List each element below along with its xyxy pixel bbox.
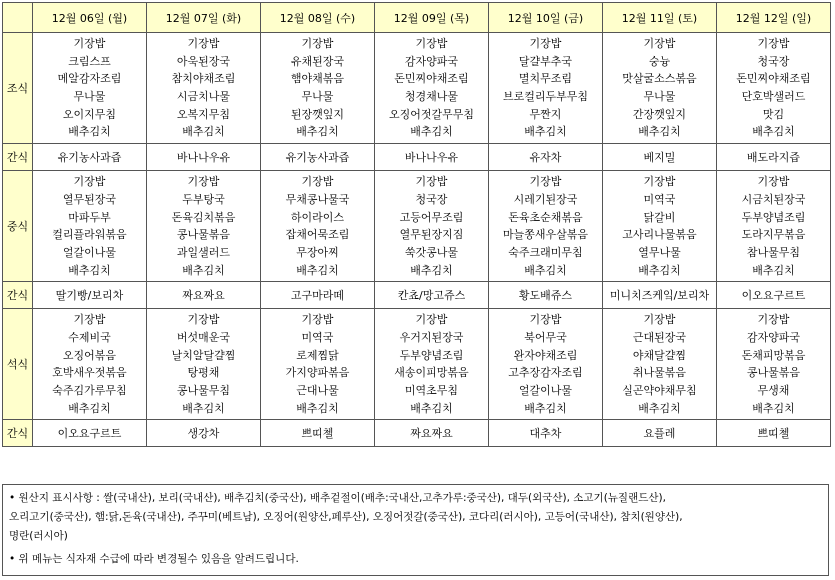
menu-item: 참치야채조림 <box>171 72 236 86</box>
menu-item: 단호박샐러드 <box>741 90 806 104</box>
menu-item: 기장밥 <box>415 175 448 189</box>
menu-item: 맛살굴소스볶음 <box>622 72 697 86</box>
row-label: 간식 <box>3 420 33 447</box>
menu-item: 기장밥 <box>187 313 220 327</box>
menu-item: 미역국 <box>301 330 334 344</box>
snack-cell: 베지밀 <box>603 144 717 171</box>
menu-item: 무생채 <box>757 384 790 397</box>
menu-item: 실곤약야채무침 <box>622 384 697 397</box>
menu-item: 완자야채조림 <box>513 348 578 362</box>
menu-item: 돈민찌야채조림 <box>736 72 811 86</box>
menu-item: 배추김치 <box>638 263 681 277</box>
menu-item: 기장밥 <box>643 175 676 189</box>
menu-item: 기장밥 <box>301 175 334 189</box>
snack-row <box>3 420 831 447</box>
meal-cell <box>375 171 489 282</box>
row-label: 석식 <box>3 309 33 420</box>
weekly-menu-table <box>2 2 831 447</box>
row-label: 간식 <box>3 282 33 309</box>
snack-cell: 대추차 <box>489 420 603 447</box>
menu-item: 기장밥 <box>643 37 676 50</box>
menu-item: 오징어볶음 <box>62 348 117 362</box>
menu-item: 기장밥 <box>415 37 448 50</box>
menu-item: 배추김치 <box>182 401 225 415</box>
menu-item: 청국장 <box>415 192 448 206</box>
menu-item: 기장밥 <box>301 313 334 327</box>
menu-item: 도라지무볶음 <box>741 228 806 242</box>
menu-item: 수제비국 <box>68 330 111 344</box>
menu-item: 아욱된장국 <box>176 54 231 68</box>
date-header: 12월 07일 (화) <box>147 3 261 33</box>
menu-item: 기장밥 <box>187 37 220 50</box>
menu-item: 기장밥 <box>73 313 106 327</box>
menu-item: 무나물 <box>73 90 106 104</box>
menu-item: 배추김치 <box>524 125 567 139</box>
meal-cell <box>489 171 603 282</box>
menu-item: 얼갈이나물 <box>518 384 573 397</box>
meal-cell <box>147 33 261 144</box>
menu-item: 기장밥 <box>187 175 220 189</box>
menu-item: 하이라이스 <box>290 210 345 224</box>
menu-item: 청경채나물 <box>404 90 459 104</box>
menu-item: 두부양념조림 <box>399 348 464 362</box>
menu-item: 배추김치 <box>524 263 567 277</box>
menu-item: 돈육초순채볶음 <box>508 210 583 224</box>
menu-item: 마파두부 <box>68 210 111 224</box>
snack-cell: 고구마라떼 <box>261 282 375 309</box>
menu-item: 기장밥 <box>529 37 562 50</box>
menu-item: 배추김치 <box>182 263 225 277</box>
menu-item: 청국장 <box>757 54 790 68</box>
menu-item: 기장밥 <box>301 37 334 50</box>
menu-item: 배추김치 <box>68 401 111 415</box>
date-header: 12월 09일 (목) <box>375 3 489 33</box>
menu-item: 기장밥 <box>529 175 562 189</box>
menu-item: 과일샐러드 <box>176 245 231 259</box>
menu-item: 기장밥 <box>73 37 106 50</box>
menu-item: 배추김치 <box>182 125 225 139</box>
menu-item: 콩나물무침 <box>176 384 231 397</box>
meal-cell <box>33 171 147 282</box>
menu-item: 얼갈이나물 <box>62 245 117 259</box>
snack-cell: 요플레 <box>603 420 717 447</box>
menu-item: 우거지된장국 <box>399 330 464 344</box>
menu-item: 쑥갓콩나물 <box>404 245 459 259</box>
meal-cell <box>375 33 489 144</box>
menu-item: 크림스프 <box>68 54 111 68</box>
meal-row <box>3 33 831 144</box>
menu-item: 배추김치 <box>638 125 681 139</box>
meal-cell <box>603 309 717 420</box>
change-notice: • 위 메뉴는 식자재 수급에 따라 변경될수 있음을 알려드립니다. <box>9 553 299 565</box>
menu-item: 고사리나물볶음 <box>622 228 697 242</box>
menu-item: 배추김치 <box>752 263 795 277</box>
menu-item: 콩나물볶음 <box>176 228 231 242</box>
menu-item: 기장밥 <box>757 313 790 327</box>
menu-item: 돈채피망볶음 <box>741 348 806 362</box>
meal-cell <box>717 309 831 420</box>
menu-item: 배추김치 <box>752 125 795 139</box>
origin-notice-line-2: 오리고기(중국산), 햄:닭,돈육(국내산), 주꾸미(베트남), 오징어(원양산,페루산), 오징어젓갈(중국산), 코다리(러시아), 고등어(국내산), 참치(원양산), <box>9 511 683 523</box>
menu-item: 배추김치 <box>68 125 111 139</box>
menu-item: 시레기된장국 <box>513 192 578 206</box>
origin-notice-line-1: • 원산지 표시사항 : 쌀(국내산), 보리(국내산), 배추김치(중국산), 배추겉절이(배추:국내산,고추가루:중국산), 대두(외국산), 소고기(뉴질랜드산), <box>9 492 666 504</box>
menu-item: 브로컬리두부무침 <box>502 90 588 104</box>
row-label: 간식 <box>3 144 33 171</box>
meal-cell <box>717 33 831 144</box>
menu-item: 간장깻잎지 <box>632 107 687 121</box>
menu-item: 열무된장국 <box>62 192 117 206</box>
meal-cell <box>261 309 375 420</box>
menu-item: 열무나물 <box>638 245 681 259</box>
menu-item: 새송이피망볶음 <box>394 366 469 380</box>
menu-item: 탕평채 <box>187 366 220 380</box>
menu-item: 유채된장국 <box>290 54 345 68</box>
meal-cell <box>603 171 717 282</box>
menu-item: 배추김치 <box>296 125 339 139</box>
snack-cell: 딸기빵/보리차 <box>33 282 147 309</box>
menu-item: 무짠지 <box>529 107 562 121</box>
menu-item: 야채달걀찜 <box>632 348 687 362</box>
menu-item: 달걀부추국 <box>518 54 573 68</box>
menu-item: 배추김치 <box>410 401 453 415</box>
menu-item: 콩나물볶음 <box>746 366 801 380</box>
menu-item: 기장밥 <box>757 175 790 189</box>
snack-row <box>3 144 831 171</box>
menu-item: 북어무국 <box>524 330 567 344</box>
snack-cell: 짜요짜요 <box>375 420 489 447</box>
menu-item: 기장밥 <box>73 175 106 189</box>
header-corner <box>3 3 33 33</box>
snack-cell: 쁘띠첼 <box>717 420 831 447</box>
snack-cell: 생강차 <box>147 420 261 447</box>
snack-cell: 이오요구르트 <box>33 420 147 447</box>
menu-item: 무나물 <box>301 90 334 104</box>
meal-cell <box>375 309 489 420</box>
menu-item: 무장아찌 <box>296 245 339 259</box>
menu-item: 배추김치 <box>524 401 567 415</box>
snack-cell: 칸쵸/망고쥬스 <box>375 282 489 309</box>
meal-cell <box>603 33 717 144</box>
date-header: 12월 11일 (토) <box>603 3 717 33</box>
menu-item: 버섯매운국 <box>176 330 231 344</box>
meal-cell <box>33 309 147 420</box>
menu-item: 숙주김가루무침 <box>52 384 127 397</box>
menu-item: 배추김치 <box>296 263 339 277</box>
menu-item: 배추김치 <box>410 263 453 277</box>
menu-item: 무나물 <box>643 90 676 104</box>
date-header: 12월 12일 (일) <box>717 3 831 33</box>
menu-item: 배추김치 <box>638 401 681 415</box>
snack-cell: 유자차 <box>489 144 603 171</box>
menu-item: 고추장감자조림 <box>508 366 583 380</box>
meal-row <box>3 171 831 282</box>
meal-cell <box>489 33 603 144</box>
snack-cell: 바나나우유 <box>147 144 261 171</box>
date-header-row <box>3 3 831 33</box>
snack-row <box>3 282 831 309</box>
menu-item: 기장밥 <box>415 313 448 327</box>
menu-item: 참나물무침 <box>746 245 801 259</box>
snack-cell: 쁘띠첼 <box>261 420 375 447</box>
menu-item: 근대나물 <box>296 384 339 397</box>
meal-cell <box>147 309 261 420</box>
snack-cell: 배도라지즙 <box>717 144 831 171</box>
snack-cell: 유기농사과즙 <box>261 144 375 171</box>
meal-cell <box>261 171 375 282</box>
menu-item: 시금치나물 <box>176 90 231 104</box>
menu-item: 컬리플라워볶음 <box>52 228 127 242</box>
snack-cell: 유기농사과즙 <box>33 144 147 171</box>
menu-item: 숙주크래미무침 <box>508 245 583 259</box>
meal-cell <box>33 33 147 144</box>
menu-item: 기장밥 <box>643 313 676 327</box>
menu-item: 오징어젓갈무무침 <box>388 107 474 121</box>
menu-item: 된장깻잎지 <box>290 107 345 121</box>
date-header: 12월 10일 (금) <box>489 3 603 33</box>
menu-item: 무채콩나물국 <box>285 192 350 206</box>
menu-item: 두부탕국 <box>182 192 225 206</box>
row-label: 조식 <box>3 33 33 144</box>
menu-item: 취나물볶음 <box>632 366 687 380</box>
meal-row <box>3 309 831 420</box>
menu-item: 로제찜닭 <box>296 348 339 362</box>
menu-item: 오이지무침 <box>62 107 117 121</box>
meal-cell <box>261 33 375 144</box>
date-header: 12월 06일 (월) <box>33 3 147 33</box>
menu-item: 기장밥 <box>529 313 562 327</box>
menu-item: 근대된장국 <box>632 330 687 344</box>
menu-item: 돈민찌야채조림 <box>394 72 469 86</box>
meal-cell <box>717 171 831 282</box>
snack-cell: 황도배쥬스 <box>489 282 603 309</box>
snack-cell: 짜요짜요 <box>147 282 261 309</box>
menu-item: 시금치된장국 <box>741 192 806 206</box>
menu-item: 가지양파볶음 <box>285 366 350 380</box>
menu-item: 메알감자조림 <box>57 72 122 86</box>
menu-item: 마늘쫑새우살볶음 <box>502 228 588 242</box>
menu-item: 잡채어묵조림 <box>285 228 350 242</box>
snack-cell: 이오요구르트 <box>717 282 831 309</box>
menu-item: 미역국 <box>643 192 676 206</box>
menu-item: 배추김치 <box>68 263 111 277</box>
menu-item: 미역초무침 <box>404 384 459 397</box>
menu-item: 감자양파국 <box>746 330 801 344</box>
menu-item: 햄야채볶음 <box>290 72 345 86</box>
menu-item: 열무된장지짐 <box>399 228 464 242</box>
menu-item: 배추김치 <box>296 401 339 415</box>
origin-notice-line-3: 명란(러시아) <box>9 530 68 542</box>
snack-cell: 바나나우유 <box>375 144 489 171</box>
menu-item: 숭늉 <box>648 54 671 68</box>
menu-item: 배추김치 <box>752 401 795 415</box>
menu-item: 돈육김치볶음 <box>171 210 236 224</box>
menu-item: 고등어무조림 <box>399 210 464 224</box>
menu-item: 맛김 <box>762 107 785 121</box>
menu-item: 닭갈비 <box>643 210 676 224</box>
menu-item: 기장밥 <box>757 37 790 50</box>
menu-item: 멸치무조림 <box>518 72 573 86</box>
menu-item: 배추김치 <box>410 125 453 139</box>
menu-item: 오복지무침 <box>176 107 231 121</box>
menu-item: 감자양파국 <box>404 54 459 68</box>
snack-cell: 미니치즈케잌/보리차 <box>603 282 717 309</box>
notes-box <box>2 484 829 576</box>
menu-item: 두부양념조림 <box>741 210 806 224</box>
meal-cell <box>489 309 603 420</box>
date-header: 12월 08일 (수) <box>261 3 375 33</box>
menu-item: 호박새우젓볶음 <box>52 366 127 380</box>
row-label: 중식 <box>3 171 33 282</box>
menu-item: 날치알달걀찜 <box>171 348 236 362</box>
meal-cell <box>147 171 261 282</box>
